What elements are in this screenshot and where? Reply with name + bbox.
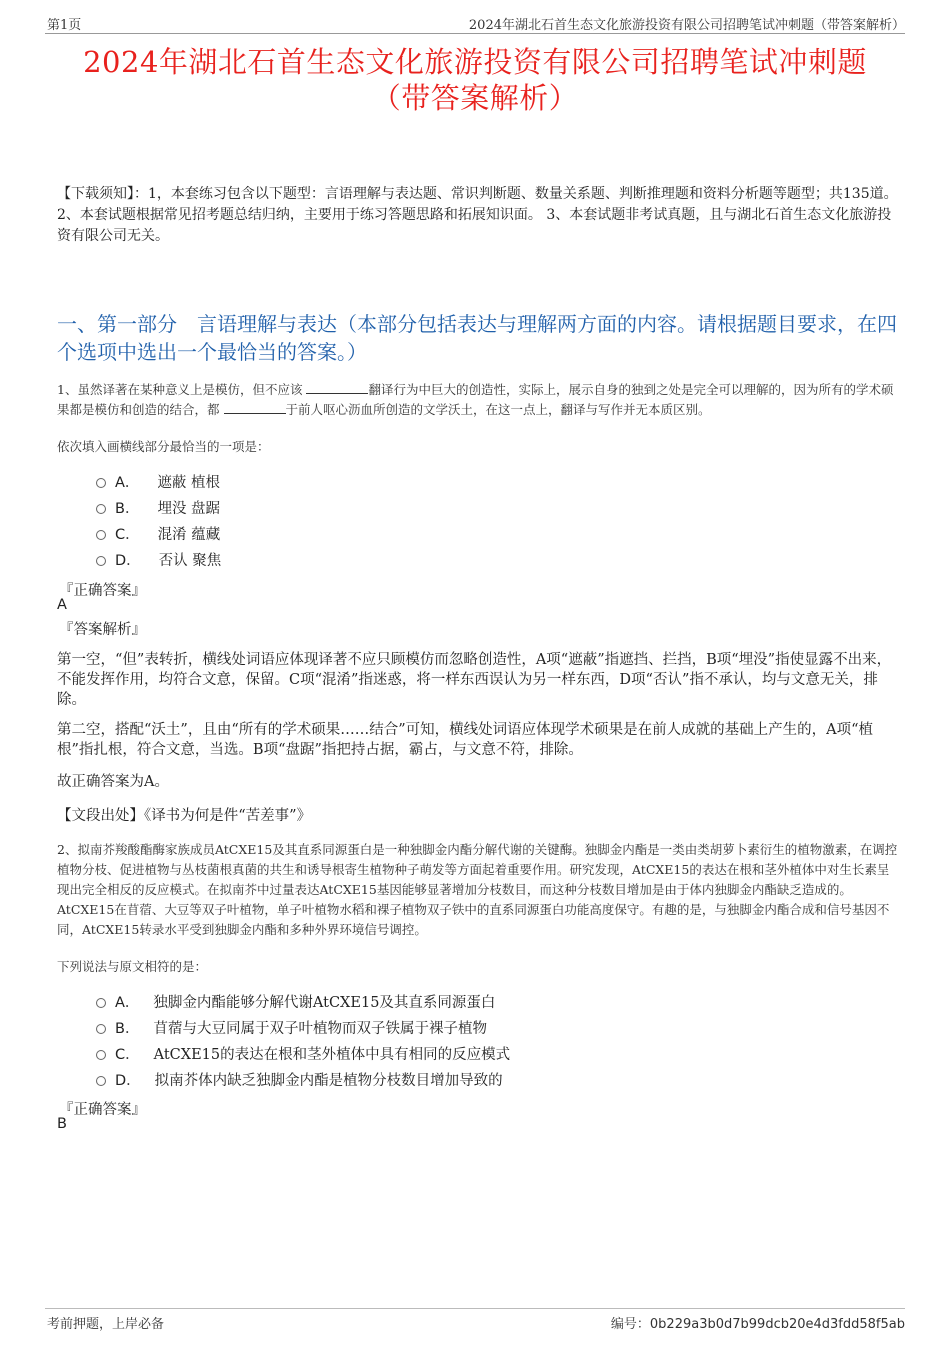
radio-icon[interactable]	[96, 1050, 106, 1060]
option-letter: B．	[115, 1020, 140, 1037]
option-letter: A．	[115, 994, 140, 1011]
q2-option-a[interactable]	[96, 988, 510, 1014]
radio-icon[interactable]	[96, 1076, 106, 1086]
question-1-stem	[57, 380, 900, 420]
radio-icon[interactable]	[96, 998, 106, 1008]
option-letter: D．	[115, 1072, 141, 1089]
option-letter: D．	[115, 552, 141, 569]
blank-2	[224, 401, 286, 414]
option-text: 拟南芥体内缺乏独脚金内酯是植物分枝数目增加导致的	[154, 1072, 503, 1089]
question-2-stem: 2、拟南芥羧酸酯酶家族成员AtCXE15及其直系同源蛋白是一种独脚金内酯分解代谢的关键酶。独脚金内酯是一类由类胡萝卜素衍生的植物激素，在调控植物分枝、促进植物与丛枝菌根真菌的共生和诱导根寄生植物种子萌发等方面起着重要作用。研究发现，AtCXE15的表达在根和茎外植体中对生长素呈现出完全相反的反应模式。在拟南芥中过量表达AtCXE15基因能够显著增加分枝数目，而这种分枝数目增加是由于体内独脚金内酯缺乏造成的。AtCXE15在苜蓿、大豆等双子叶植物，单子叶植物水稻和裸子植物双子铁中的直系同源蛋白功能高度保守。有趣的是，与独脚金内酯合成和信号基因不同，AtCXE15转录水平受到独脚金内酯和多种外界环境信号调控。	[57, 842, 898, 937]
title-line-1: 2024年湖北石首生态文化旅游投资有限公司招聘笔试冲刺题	[83, 45, 867, 79]
blank-1	[306, 381, 368, 394]
q1-answer: A	[57, 597, 67, 613]
radio-icon[interactable]	[96, 1024, 106, 1034]
q1-text-a: 1、虽然译著在某种意义上是模仿，但不应该	[57, 382, 303, 397]
option-letter: B．	[115, 500, 140, 517]
option-letter: A．	[115, 474, 140, 491]
radio-icon[interactable]	[96, 478, 106, 488]
q2-option-d[interactable]	[96, 1066, 510, 1092]
page-number: 第1页	[47, 18, 82, 33]
q1-analysis-1: 第一空，“但”表转折，横线处词语应体现译著不应只顾模仿而忽略创造性，A项“遮蔽”指遮挡、拦挡，B项“埋没”指使显露不出来，不能发挥作用，均符合文意，保留。C项“混淆”指迷惑，将一样东西误认为另一样东西，D项“否认”指不承认，均与文意无关，排除。	[57, 652, 892, 708]
option-text: 混淆 蕴藏	[157, 526, 221, 543]
document-title	[45, 44, 905, 116]
question-2-options	[96, 988, 510, 1092]
question-2-prompt: 下列说法与原文相符的是：	[57, 959, 208, 974]
radio-icon[interactable]	[96, 504, 106, 514]
download-notice: 【下载须知】：1，本套练习包含以下题型：言语理解与表达题、常识判断题、数量关系题、判断推理题和资料分析题等题型；共135道。 2、本套试题根据常见招考题总结归纳，主要用于练习答题思路和拓展知识面。 3、本套试题非考试真题，且与湖北石首生态文化旅游投资有限公司无关。	[57, 186, 898, 244]
footer-divider	[45, 1308, 905, 1309]
option-letter: C．	[115, 1046, 140, 1063]
section-heading: 一、第一部分 言语理解与表达（本部分包括表达与理解两方面的内容。请根据题目要求，在四个选项中选出一个最恰当的答案。）	[57, 312, 897, 364]
option-text: 埋没 盘踞	[157, 500, 221, 517]
radio-icon[interactable]	[96, 556, 106, 566]
option-text: 独脚金内酯能够分解代谢AtCXE15及其直系同源蛋白	[153, 994, 496, 1011]
q1-text-c: 于前人呕心沥血所创造的文学沃土，在这一点上，翻译与写作并无本质区别。	[285, 402, 711, 417]
q1-analysis-2: 第二空，搭配“沃土”，且由“所有的学术硕果……结合”可知，横线处词语应体现学术硕果是在前人成就的基础上产生的，A项“植根”指扎根，符合文意，当选。B项“盘踞”指把持占据，霸占，与文意不符，排除。	[57, 722, 874, 758]
q1-source: 【文段出处】《译书为何是件“苦差事”》	[57, 808, 312, 824]
q1-option-a[interactable]	[96, 468, 221, 494]
q2-option-c[interactable]	[96, 1040, 510, 1066]
q1-option-c[interactable]	[96, 520, 221, 546]
radio-icon[interactable]	[96, 530, 106, 540]
option-letter: C．	[115, 526, 140, 543]
document-code	[611, 1313, 905, 1332]
q1-analysis-tag: 『答案解析』	[59, 622, 146, 638]
q1-conclusion: 故正确答案为A。	[57, 774, 169, 790]
q1-option-d[interactable]	[96, 546, 221, 572]
q1-text-b: 翻译行为中巨大的创造性，实际上，展示自身的独到之处是完全可以理解的，因为所有的学术硕果都是模仿和创造的结合，都	[57, 382, 894, 417]
question-1-prompt: 依次填入画横线部分最恰当的一项是：	[57, 439, 270, 454]
q2-answer: B	[57, 1116, 67, 1132]
q1-answer-tag: 『正确答案』	[59, 583, 146, 599]
option-text: AtCXE15的表达在根和茎外植体中具有相同的反应模式	[153, 1046, 511, 1063]
q2-option-b[interactable]	[96, 1014, 510, 1040]
title-line-2: （带答案解析）	[371, 81, 579, 115]
code-value: 0b229a3b0d7b99dcb20e4d3fdd58f5ab	[649, 1317, 905, 1332]
header-divider	[45, 33, 905, 34]
question-1-options	[96, 468, 221, 572]
running-header-title: 2024年湖北石首生态文化旅游投资有限公司招聘笔试冲刺题（带答案解析）	[468, 18, 905, 33]
q1-option-b[interactable]	[96, 494, 221, 520]
option-text: 遮蔽 植根	[157, 474, 221, 491]
option-text: 苜蓿与大豆同属于双子叶植物而双子铁属于裸子植物	[153, 1020, 487, 1037]
q2-answer-tag: 『正确答案』	[59, 1102, 146, 1118]
code-label: 编号：	[610, 1317, 650, 1332]
option-text: 否认 聚焦	[158, 552, 222, 569]
footer-slogan: 考前押题，上岸必备	[47, 1317, 165, 1332]
